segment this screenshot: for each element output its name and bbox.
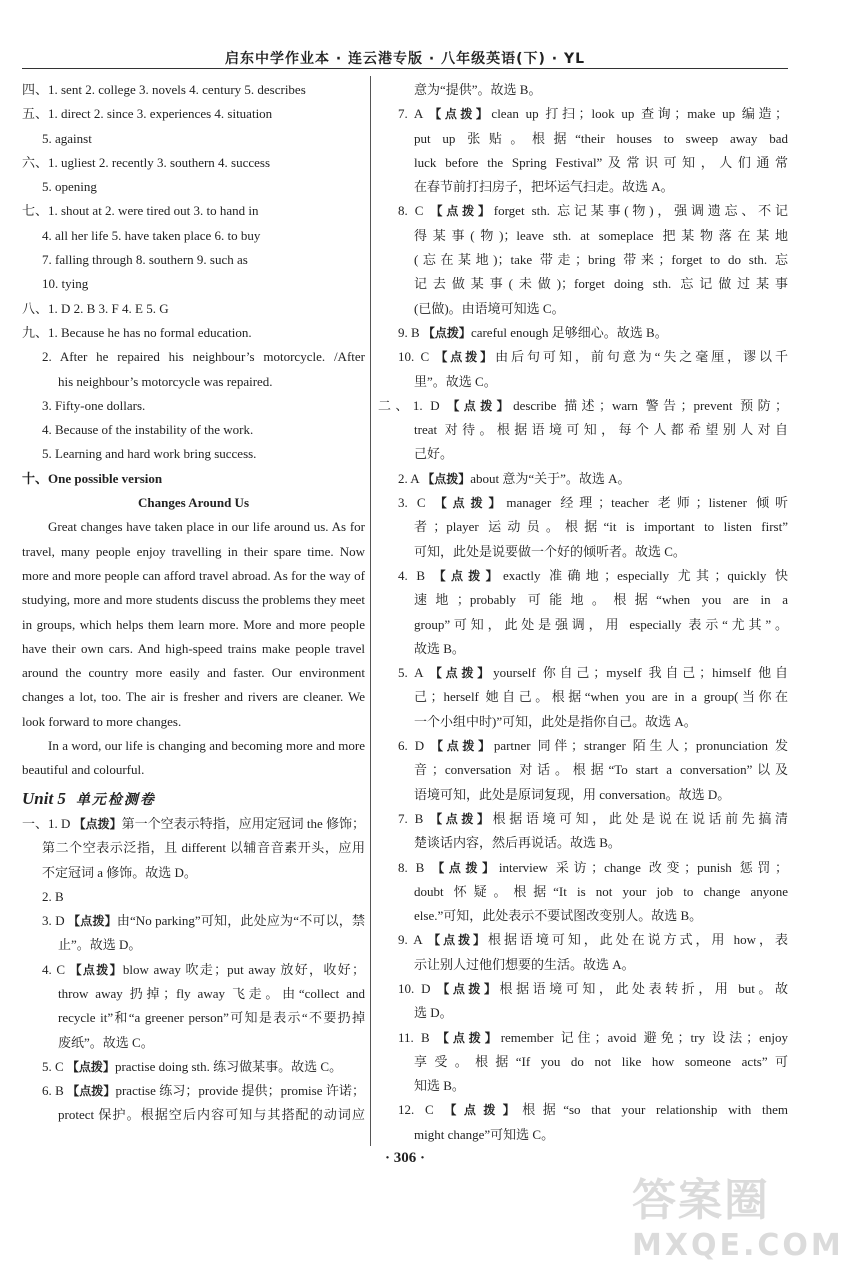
answer-line: 一、1. D 【点拨】第一个空表示特指，应用定冠词 the 修饰； bbox=[22, 815, 366, 831]
answer-line: 记去做某事(未做)；forget doing sth. 忘记做过某事 bbox=[414, 276, 788, 292]
answer-line: 8. C 【点拨】forget sth. 忘记某事(物)，强调遗忘、不记 bbox=[398, 203, 788, 219]
essay-title: Changes Around Us bbox=[137, 495, 250, 511]
answer-line: 8. B 【点拨】interview 采访；change 改变；punish 惩罚； bbox=[398, 859, 789, 875]
page-number: · 306 · bbox=[384, 1150, 425, 1166]
answer-line: 4. all her life 5. have taken place 6. to buy bbox=[42, 227, 261, 243]
answer-line: 7. falling through 8. southern 9. such as bbox=[42, 252, 248, 268]
answer-line: might change”可知选 C。 bbox=[414, 1126, 555, 1142]
hint-tag: 【点拨】 bbox=[444, 1103, 523, 1118]
answer-line: 第二个空表示泛指，且 different 以辅音音素开头，应用 bbox=[42, 840, 365, 856]
right-column bbox=[378, 78, 788, 1147]
answer-line: 止”。故选 D。 bbox=[58, 937, 142, 953]
answer-line: 7. A 【点拨】clean up 打扫；look up 查询；make up 编造； bbox=[398, 106, 788, 122]
answer-line: 知选 B。 bbox=[414, 1078, 465, 1094]
unit-title: Unit 5 bbox=[22, 788, 66, 808]
answer-line: 速地；probably 可能地。根据“when you are in a bbox=[414, 592, 788, 608]
hint-tag: 【点拨】 bbox=[447, 398, 514, 413]
answer-line: 在春节前打扫房子，把坏运气扫走。故选 A。 bbox=[414, 179, 674, 195]
answer-line: 2. B bbox=[42, 888, 64, 904]
answer-line: (已做)。由语境可知选 C。 bbox=[414, 300, 565, 316]
answer-line: (忘在某地)；take 带走；bring 带来；forget to do sth. 忘 bbox=[414, 252, 788, 268]
answer-line: group”可知，此处是强调，用 especially 表示“尤其”。 bbox=[414, 616, 788, 632]
hint-tag: 【点拨】 bbox=[431, 739, 494, 754]
hint-tag: 【点拨】 bbox=[428, 933, 488, 948]
answer-line: 九、1. Because he has no formal education. bbox=[22, 324, 252, 340]
answer-line: 己好。 bbox=[414, 446, 454, 462]
header-rule bbox=[22, 68, 788, 69]
answer-line: 故选 B。 bbox=[414, 640, 465, 656]
answer-line: 七、1. shout at 2. were tired out 3. to hand in bbox=[22, 203, 259, 219]
hint-tag: 【点拨】 bbox=[422, 471, 471, 486]
answer-line: put up 张贴。根据“their houses to sweep away bad bbox=[414, 130, 788, 146]
answer-line: luck before the Spring Festival”及常识可知，人们通常 bbox=[414, 154, 788, 170]
essay-paragraph-2: In a word, our life is changing and becoming more and more beautiful and colourful. bbox=[22, 738, 365, 778]
answer-line: 选 D。 bbox=[414, 1005, 453, 1021]
answer-line: 2. After he repaired his neighbour’s motorcycle. /After bbox=[42, 349, 365, 365]
answer-line: 楚谈话内容，然后再说话。故选 B。 bbox=[414, 835, 621, 851]
hint-tag: 【点拨】 bbox=[437, 981, 500, 996]
answer-line: 者；player 运动员。根据“it is important to listen first” bbox=[414, 519, 788, 535]
hint-tag: 【点拨】 bbox=[73, 816, 122, 831]
answer-line: doubt 怀疑。根据“It is not your job to change anyone bbox=[414, 883, 788, 899]
answer-line: 四、1. sent 2. college 3. novels 4. century 5. describes bbox=[22, 82, 306, 97]
answer-line: 4. B 【点拨】exactly 准确地；especially 尤其；quickly 快 bbox=[398, 567, 788, 583]
answer-line: 5. A 【点拨】yourself 你自己；myself 我自己；himself 他自 bbox=[398, 665, 788, 681]
answer-line: 八、1. D 2. B 3. F 4. E 5. G bbox=[22, 300, 169, 316]
answer-line: 里”。故选 C。 bbox=[414, 373, 497, 389]
answer-line: 意为“提供”。故选 B。 bbox=[414, 82, 542, 97]
hint-tag: 【点拨】 bbox=[430, 811, 493, 826]
left-answer-list bbox=[22, 78, 365, 491]
answer-line: 5. opening bbox=[42, 179, 97, 195]
answer-line: 3. Fifty-one dollars. bbox=[42, 397, 146, 413]
answer-line: 9. B 【点拨】careful enough 足够细心。故选 B。 bbox=[398, 324, 668, 340]
answer-line: 11. B 【点拨】remember 记住；avoid 避免；try 设法；enjoy bbox=[398, 1029, 788, 1045]
answer-line: 5. C 【点拨】practise doing sth. 练习做某事。故选 C。 bbox=[42, 1058, 343, 1074]
answer-line: 五、1. direct 2. since 3. experiences 4. situation bbox=[22, 106, 273, 122]
answer-line: 享受。根据“If you do not like how someone acts”可 bbox=[414, 1053, 788, 1069]
answer-line: 二、1. D 【点拨】describe 描述；warn 警告；prevent 预防； bbox=[378, 397, 788, 413]
answer-line: his neighbour’s motorcycle was repaired. bbox=[58, 373, 273, 389]
essay-paragraph-1: Great changes have taken place in our life around us. As for travel, many people enjoy travelling in their spare time. Now more and more people can afford travel abroad. As for the way of studying, more and more students discuss the problems they meet in groups, which helps them learn more. More and more people have their own cars. And high-speed trains make people travel around the country more easily and faster. Our environment changes a lot, too. The air is fresher and rivers are cleaner. We look forward to more changes. bbox=[22, 519, 365, 729]
hint-tag: 【点拨】 bbox=[67, 1084, 116, 1099]
hint-tag: 【点拨】 bbox=[429, 107, 492, 122]
running-header: 启东中学作业本 · 连云港专版 · 八年级英语(下) · YL bbox=[224, 51, 586, 67]
answer-line: 4. Because of the instability of the work. bbox=[42, 422, 254, 438]
unit-answer-list bbox=[22, 812, 365, 1128]
hint-tag: 【点拨】 bbox=[68, 914, 117, 929]
answer-line: 6. B 【点拨】practise 练习；provide 提供；promise 许诺； bbox=[42, 1083, 366, 1099]
answer-line: 10. tying bbox=[42, 276, 89, 292]
answer-line: 语境可知，此处是原词复现，用 conversation。故选 D。 bbox=[414, 786, 731, 802]
answer-line: 6. D 【点拨】partner 同伴；stranger 陌生人；pronunciation 发 bbox=[398, 738, 788, 754]
answer-line: 3. D 【点拨】由“No parking”可知，此处应为“不可以，禁 bbox=[42, 913, 365, 929]
right-answer-list bbox=[378, 78, 788, 1147]
hint-tag: 【点拨】 bbox=[432, 860, 499, 875]
answer-line: 12. C 【点拨】根据“so that your relationship with them bbox=[398, 1102, 788, 1118]
answer-line: 10. C 【点拨】由后句可知，前句意为“失之毫厘，谬以千 bbox=[398, 349, 788, 365]
unit-subtitle: 单元检测卷 bbox=[75, 791, 156, 808]
answer-line: 十、One possible version bbox=[22, 470, 163, 486]
answer-line: 示让别人过他们想要的生活。故选 A。 bbox=[414, 956, 635, 972]
unit-heading bbox=[22, 787, 365, 812]
hint-tag: 【点拨】 bbox=[433, 568, 503, 583]
answer-line: 不定冠词 a 修饰。故选 D。 bbox=[42, 864, 197, 880]
answer-line: 得某事(物)；leave sth. at someplace 把某物落在某地 bbox=[414, 227, 788, 243]
answer-line: 10. D 【点拨】根据语境可知，此处表转折，用 but。故 bbox=[398, 980, 788, 996]
left-column bbox=[22, 78, 365, 1128]
answer-line: 2. A 【点拨】about 意为“关于”。故选 A。 bbox=[398, 470, 631, 486]
hint-tag: 【点拨】 bbox=[435, 350, 496, 365]
answer-line: throw away 扔掉；fly away 飞走。由“collect and bbox=[58, 985, 365, 1001]
hint-tag: 【点拨】 bbox=[436, 1030, 501, 1045]
answer-line: 一个小组中时)”可知，此处是指你自己。故选 A。 bbox=[414, 713, 697, 729]
answer-line: treat 对待。根据语境可知，每个人都希望别人对自 bbox=[414, 422, 788, 438]
hint-tag: 【点拨】 bbox=[66, 1059, 115, 1074]
answer-line: 5. against bbox=[42, 130, 92, 146]
answer-line: 9. A 【点拨】根据语境可知，此处在说方式，用 how，表 bbox=[398, 932, 788, 948]
hint-tag: 【点拨】 bbox=[429, 666, 494, 681]
answer-line: 音；conversation 对话。根据“To start a conversation”以及 bbox=[414, 762, 788, 778]
answer-line: else.”可知，此处表示不要试图改变别人。故选 B。 bbox=[414, 908, 703, 924]
answer-line: 己；herself 她自己。根据“when you are in a group(当你在 bbox=[414, 689, 788, 705]
hint-tag: 【点拨】 bbox=[434, 496, 507, 511]
hint-tag: 【点拨】 bbox=[422, 325, 471, 340]
answer-line: 5. Learning and hard work bring success. bbox=[42, 446, 257, 462]
watermark-logo: 答案圈 MXQE.COM bbox=[632, 1175, 844, 1263]
answer-line: 4. C 【点拨】blow away 吹走；put away 放好，收好； bbox=[42, 961, 366, 977]
hint-tag: 【点拨】 bbox=[430, 204, 494, 219]
column-divider bbox=[370, 76, 371, 1146]
answer-line: 六、1. ugliest 2. recently 3. southern 4. success bbox=[22, 154, 271, 170]
answer-line: recycle it”和“a greener person”可知是表示“不要扔掉 bbox=[58, 1010, 365, 1026]
answer-line: 可知，此处是说要做一个好的倾听者。故选 C。 bbox=[414, 543, 686, 559]
hint-tag: 【点拨】 bbox=[69, 962, 123, 977]
answer-line: 废纸”。故选 C。 bbox=[58, 1034, 154, 1050]
answer-line: 7. B 【点拨】根据语境可知，此处是说在说话前先搞清 bbox=[398, 810, 788, 826]
answer-line: protect 保护。根据空后内容可知与其搭配的动词应 bbox=[58, 1107, 365, 1123]
answer-line: 3. C 【点拨】manager 经理；teacher 老师；listener 倾听 bbox=[398, 495, 788, 511]
